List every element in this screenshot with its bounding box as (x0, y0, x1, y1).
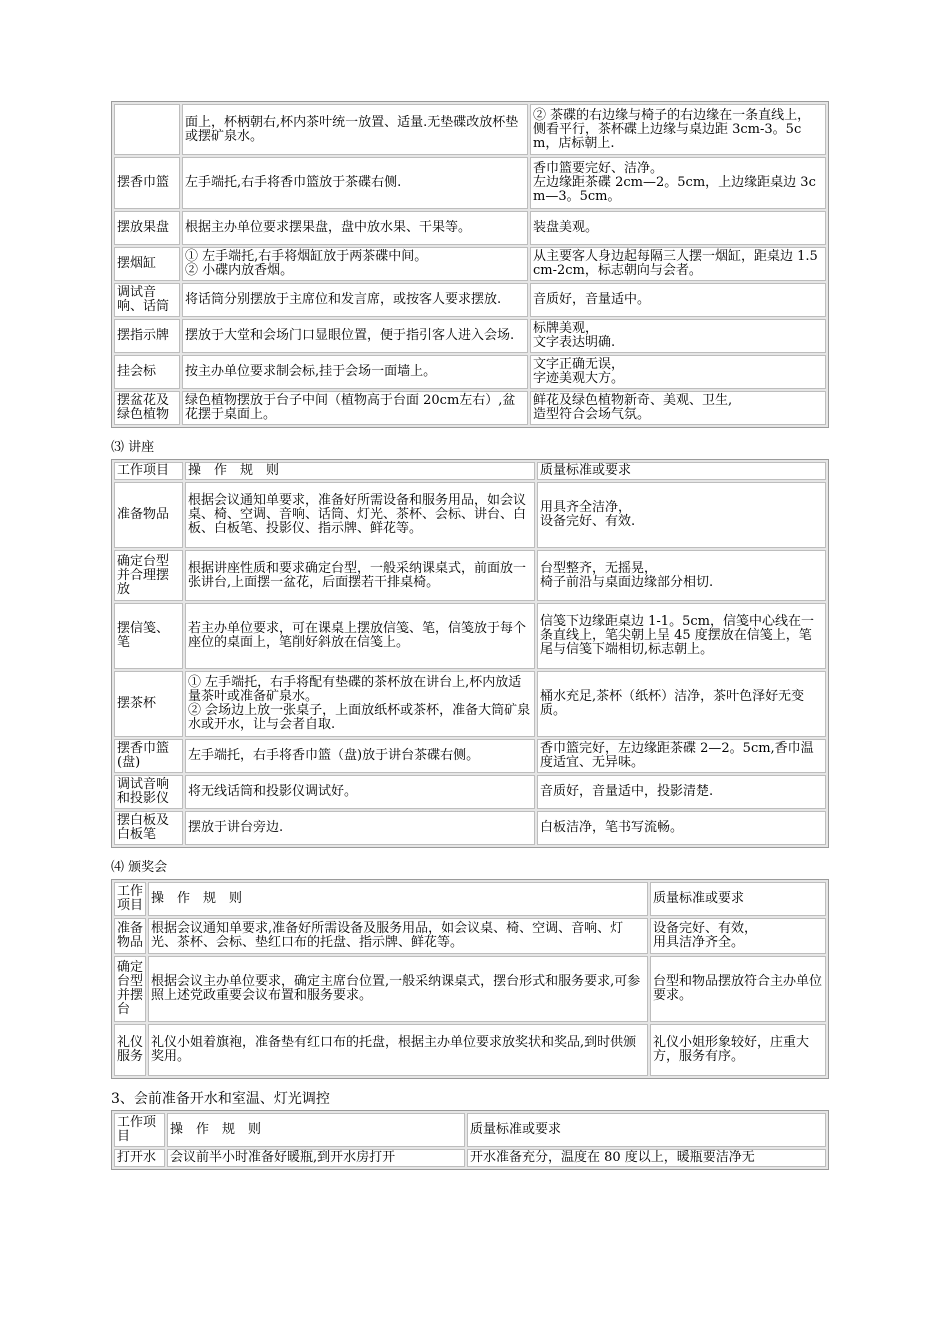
table-row (114, 391, 826, 425)
cell-item: 确定台型并摆台 (114, 956, 146, 1022)
cell-item: 摆放果盘 (114, 211, 180, 245)
cell-procedure: 将话筒分别摆放于主席位和发言席，或按客人要求摆放. (182, 283, 528, 317)
table-row (114, 550, 826, 601)
cell-procedure: 左手端托，右手将香巾篮（盘)放于讲台茶碟右侧。 (185, 739, 535, 773)
cell-procedure: 礼仪小姐着旗袍，准备垫有红口布的托盘，根据主办单位要求放奖状和奖品,到时供颁奖用。 (148, 1024, 648, 1076)
table-row (114, 603, 826, 669)
cell-procedure: 若主办单位要求，可在课桌上摆放信笺、笔，信笺放于每个座位的桌面上，笔削好斜放在信笺上。 (185, 603, 535, 669)
cell-item: 确定台型并合理摆放 (114, 550, 183, 601)
header-item: 工作项目 (114, 882, 146, 916)
table-row (114, 247, 826, 281)
cell-standard: 香巾篮完好，左边缘距茶碟 2—2。5cm,香巾温度适宜、无异味。 (537, 739, 826, 773)
table-row (114, 671, 826, 737)
table-row (114, 355, 826, 389)
cell-standard: 信笺下边缘距桌边 1-1。5cm，信笺中心线在一条直线上，笔尖朝上呈 45 度摆放在信笺上，笔尾与信笺下端相切,标志朝上。 (537, 603, 826, 669)
cell-item: 摆白板及白板笔 (114, 811, 183, 845)
cell-standard: 桶水充足,茶杯（纸杯）洁净，茶叶色泽好无变质。 (537, 671, 826, 737)
cell-standard: 礼仪小姐形象较好，庄重大方，服务有序。 (650, 1024, 826, 1076)
table-header-row (114, 882, 826, 916)
table-row (114, 956, 826, 1022)
section-title-award-ceremony: ⑷ 颁奖会 (111, 860, 168, 875)
table-row (114, 157, 826, 209)
cell-item: 摆香巾篮 (114, 157, 180, 209)
cell-standard: 文字正确无误， 字迹美观大方。 (530, 355, 826, 389)
cell-procedure: 摆放于讲台旁边. (185, 811, 535, 845)
header-procedure: 操 作 规 则 (167, 1113, 465, 1147)
cell-standard: 香巾篮要完好、洁净。 左边缘距茶碟 2cm—2。5cm，上边缘距桌边 3cm—3。5cm。 (530, 157, 826, 209)
table-row (114, 811, 826, 845)
cell-standard: 用具齐全洁净， 设备完好、有效. (537, 482, 826, 548)
header-standard: 质量标准或要求 (467, 1113, 826, 1147)
cell-item: 准备物品 (114, 482, 183, 548)
header-procedure: 操 作 规 则 (185, 462, 535, 480)
cell-standard: 设备完好、有效， 用具洁净齐全。 (650, 918, 826, 954)
cell-item: 摆信笺、笔 (114, 603, 183, 669)
section-title-lecture: ⑶ 讲座 (111, 440, 155, 455)
header-standard: 质量标准或要求 (650, 882, 826, 916)
cell-procedure: 面上，杯柄朝右,杯内茶叶统一放置、适量.无垫碟改放杯垫或摆矿泉水。 (182, 104, 528, 155)
cell-standard: 音质好，音量适中。 (530, 283, 826, 317)
cell-procedure: 将无线话筒和投影仪调试好。 (185, 775, 535, 809)
cell-procedure: 根据会议通知单要求，准备好所需设备和服务用品，如会议桌、椅、空调、音响、话筒、灯光、茶杯、会标、讲台、白板、白板笔、投影仪、指示牌、鲜花等。 (185, 482, 535, 548)
table-row (114, 211, 826, 245)
cell-item: 调试音响和投影仪 (114, 775, 183, 809)
cell-standard: 鲜花及绿色植物新奇、美观、卫生, 造型符合会场气氛。 (530, 391, 826, 425)
document-page (111, 101, 829, 1170)
cell-standard: 从主要客人身边起每隔三人摆一烟缸，距桌边 1.5cm-2cm，标志朝向与会者。 (530, 247, 826, 281)
table-header-row (114, 462, 826, 480)
header-item: 工作项目 (114, 462, 183, 480)
cell-procedure: 根据会议通知单要求,准备好所需设备及服务用品，如会议桌、椅、空调、音响、灯光、茶杯、会标、垫红口布的托盘、指示牌、鲜花等。 (148, 918, 648, 954)
cell-procedure: 按主办单位要求制会标,挂于会场一面墙上。 (182, 355, 528, 389)
cell-standard: 台型整齐，无摇晃， 椅子前沿与桌面边缘部分相切. (537, 550, 826, 601)
cell-standard: 白板洁净，笔书写流畅。 (537, 811, 826, 845)
cell-procedure: 绿色植物摆放于台子中间（植物高于台面 20cm左右）,盆花摆于桌面上。 (182, 391, 528, 425)
cell-procedure: ① 左手端托，右手将配有垫碟的茶杯放在讲台上,杯内放适量茶叶或准备矿泉水。 ② 会场边上放一张桌子，上面放纸杯或茶杯，准备大筒矿泉水或开水，让与会者自取. (185, 671, 535, 737)
cell-item: 挂会标 (114, 355, 180, 389)
cell-item: 礼仪服务 (114, 1024, 146, 1076)
table-water-temperature-lighting (111, 1110, 829, 1170)
cell-procedure: 根据主办单位要求摆果盘，盘中放水果、干果等。 (182, 211, 528, 245)
table-header-row (114, 1113, 826, 1147)
cell-standard: ② 茶碟的右边缘与椅子的右边缘在一条直线上，侧看平行，茶杯碟上边缘与桌边距 3cm-3。5cm，店标朝上. (530, 104, 826, 155)
cell-item (114, 104, 180, 155)
cell-procedure: 根据会议主办单位要求，确定主席台位置,一般采纳课桌式，摆台形式和服务要求,可参照上述党政重要会议布置和服务要求。 (148, 956, 648, 1022)
table-row (114, 739, 826, 773)
cell-standard: 台型和物品摆放符合主办单位要求。 (650, 956, 826, 1022)
header-standard: 质量标准或要求 (537, 462, 826, 480)
cell-standard: 音质好，音量适中，投影清楚. (537, 775, 826, 809)
cell-item: 摆盆花及绿色植物 (114, 391, 180, 425)
cell-standard: 标牌美观， 文字表达明确. (530, 319, 826, 353)
cell-item: 摆指示牌 (114, 319, 180, 353)
cell-item: 准备物品 (114, 918, 146, 954)
table-row (114, 775, 826, 809)
table-row (114, 1149, 826, 1167)
table-row (114, 319, 826, 353)
table-lecture (111, 459, 829, 848)
cell-procedure: 根据讲座性质和要求确定台型，一般采纳课桌式，前面放一张讲台,上面摆一盆花，后面摆若干排桌椅。 (185, 550, 535, 601)
header-item: 工作项目 (114, 1113, 165, 1147)
table-row (114, 1024, 826, 1076)
cell-item: 调试音响、话筒 (114, 283, 180, 317)
cell-standard: 装盘美观。 (530, 211, 826, 245)
cell-item: 摆茶杯 (114, 671, 183, 737)
cell-procedure: ① 左手端托,右手将烟缸放于两茶碟中间。 ② 小碟内放香烟。 (182, 247, 528, 281)
section-title-water-temperature-lighting: 3、会前准备开水和室温、灯光调控 (111, 1091, 330, 1107)
table-award-ceremony (111, 879, 829, 1079)
cell-item: 摆香巾篮(盘) (114, 739, 183, 773)
table-row (114, 482, 826, 548)
cell-procedure: 会议前半小时准备好暖瓶,到开水房打开 (167, 1149, 465, 1167)
cell-procedure: 摆放于大堂和会场门口显眼位置，便于指引客人进入会场. (182, 319, 528, 353)
table-meeting-setup-continued (111, 101, 829, 428)
cell-item: 打开水 (114, 1149, 165, 1167)
table-row (114, 918, 826, 954)
header-procedure: 操 作 规 则 (148, 882, 648, 916)
cell-item: 摆烟缸 (114, 247, 180, 281)
cell-procedure: 左手端托,右手将香巾篮放于茶碟右侧. (182, 157, 528, 209)
table-row (114, 104, 826, 155)
table-row (114, 283, 826, 317)
cell-standard: 开水准备充分，温度在 80 度以上，暖瓶要洁净无 (467, 1149, 826, 1167)
